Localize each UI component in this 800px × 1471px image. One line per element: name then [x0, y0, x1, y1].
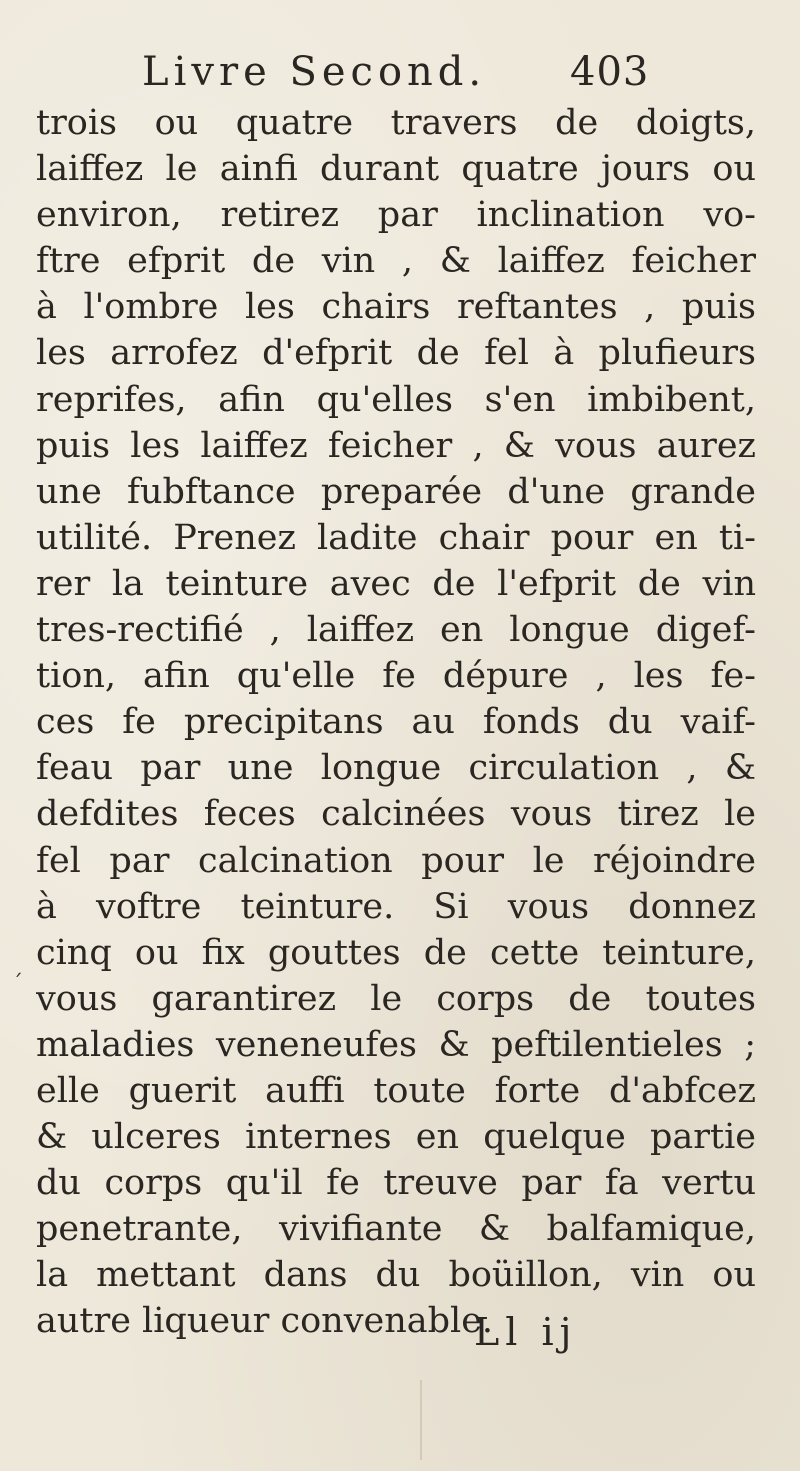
paper-crease — [420, 1380, 422, 1460]
signature-mark: Ll ij — [474, 1310, 578, 1354]
text-line: autre liqueur convenable. — [36, 1301, 494, 1342]
text-line: tion, afin qu'elle fe dépure , les fe- — [36, 656, 756, 697]
running-header — [142, 48, 650, 96]
text-line: trois ou quatre travers de doigts, — [36, 103, 756, 143]
text-line: la mettant dans du boüillon, vin ou — [36, 1255, 756, 1296]
text-line: environ, retirez par inclination vo- — [36, 195, 756, 236]
text-line: à l'ombre les chairs reftantes , puis — [36, 287, 756, 328]
text-line: maladies veneneufes & peftilentieles ; — [36, 1024, 756, 1065]
text-line: tres-rectifié , laiffez en longue digef- — [36, 610, 756, 651]
text-line: les arrofez d'efprit de fel à plufieurs — [36, 333, 756, 374]
text-line: penetrante, vivifiante & balfamique, — [36, 1209, 756, 1250]
text-line: à voftre teinture. Si vous donnez — [36, 886, 756, 927]
chapter-title: Livre Second. — [142, 49, 487, 95]
text-line: puis les laiffez feicher , & vous aurez — [36, 425, 756, 466]
margin-mark: ´ — [12, 972, 23, 997]
text-line: fel par calcination pour le réjoindre — [36, 840, 756, 881]
text-line: ces fe precipitans au fonds du vaif- — [36, 702, 756, 743]
text-line: ftre efprit de vin , & laiffez feicher — [36, 241, 756, 282]
text-line: du corps qu'il fe treuve par fa vertu — [36, 1163, 756, 1204]
text-line: une fubftance preparée d'une grande — [36, 471, 756, 512]
text-line: cinq ou fix gouttes de cette teinture, — [36, 932, 756, 973]
text-line: reprifes, afin qu'elles s'en imbibent, — [36, 379, 756, 420]
page-number: 403 — [570, 49, 650, 95]
text-line: defdites feces calcinées vous tirez le — [36, 794, 756, 835]
text-line: laiffez le ainfi durant quatre jours ou — [36, 149, 756, 190]
text-line: vous garantirez le corps de toutes — [36, 978, 756, 1019]
text-line: & ulceres internes en quelque partie — [36, 1117, 756, 1158]
text-line: feau par une longue circulation , & — [36, 748, 756, 789]
text-line: elle guerit auffi toute forte d'abfcez — [36, 1070, 756, 1111]
text-line: rer la teinture avec de l'efprit de vin — [36, 563, 756, 604]
text-line: utilité. Prenez ladite chair pour en ti- — [36, 517, 756, 558]
body-text — [36, 100, 756, 1345]
